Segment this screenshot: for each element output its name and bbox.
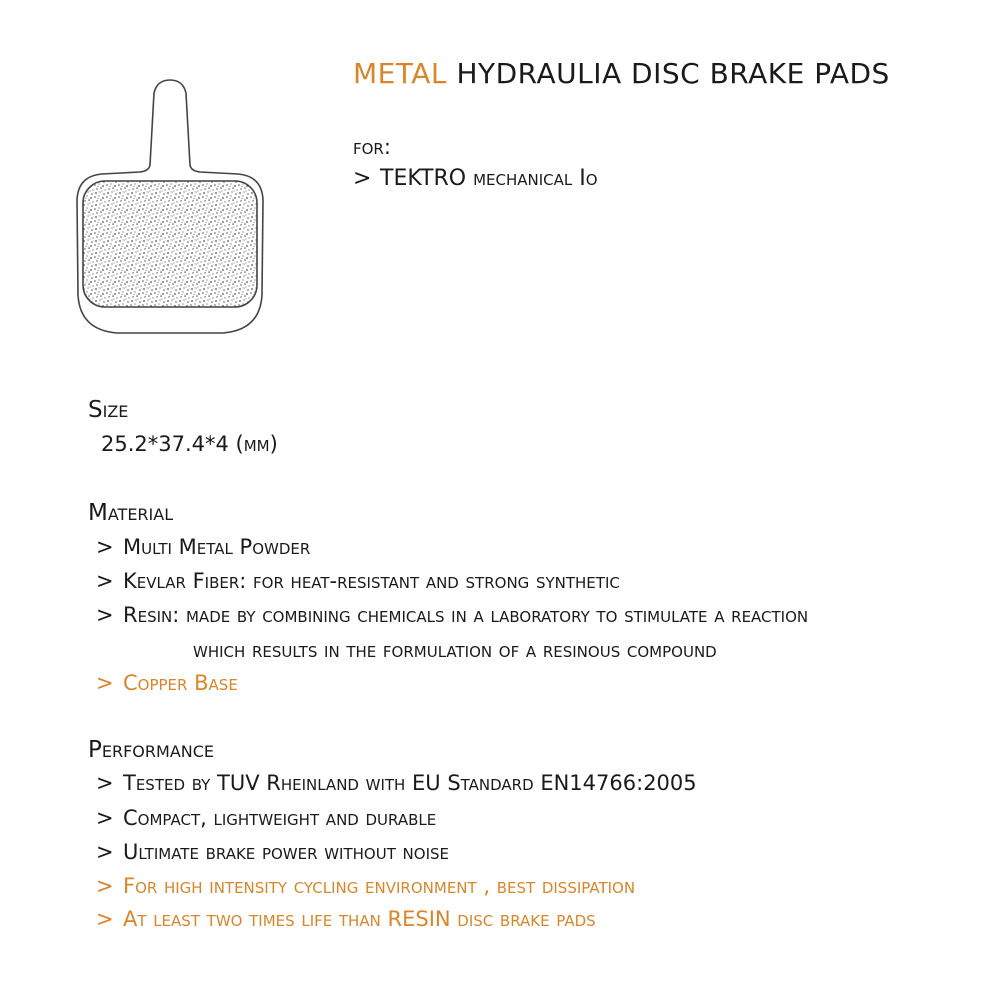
performance-item-text: Ultimate brake power without noise [123,840,449,864]
compatible-model [353,166,598,191]
performance-heading: Performance [88,737,215,763]
material-item-text: Multi Metal Powder [123,535,311,559]
material-item-text: Kevlar Fiber: for heat-resistant and strong synthetic [123,569,620,593]
performance-item [96,771,697,795]
material-item [96,671,238,695]
size-heading: Size [88,397,129,423]
bullet: > [96,806,114,830]
bullet: > [353,166,372,191]
performance-item-text: At least two times life than RESIN disc brake pads [123,907,596,931]
bullet: > [96,535,114,559]
title-accent: METAL [353,57,448,90]
performance-item-text: Compact, lightweight and durable [123,806,437,830]
performance-item [96,840,449,864]
material-item-continuation: which results in the formulation of a resinous compound [193,638,717,662]
bullet: > [96,771,114,795]
material-item-text: Resin: made by combining chemicals in a laboratory to stimulate a reaction [123,603,809,627]
material-item-text: Copper Base [123,671,238,695]
bullet: > [96,569,114,593]
performance-item-text: Tested by TUV Rheinland with EU Standard EN14766:2005 [123,771,697,795]
performance-item [96,907,596,931]
material-item [96,569,620,593]
size-value: 25.2*37.4*4 (mm) [101,432,278,456]
bullet: > [96,840,114,864]
for-label: for: [353,135,391,159]
material-item [96,535,310,559]
material-heading: Material [88,500,174,526]
performance-item [96,806,436,830]
title-rest: HYDRAULIA DISC BRAKE PADS [447,57,890,90]
bullet: > [96,874,114,898]
bullet: > [96,907,114,931]
performance-item [96,874,635,898]
brake-pad-icon [70,75,270,340]
compatible-model-text: TEKTRO mechanical Io [380,166,598,191]
bullet: > [96,671,114,695]
bullet: > [96,603,114,627]
page-title [353,57,890,90]
performance-item-text: For high intensity cycling environment , best dissipation [123,874,636,898]
material-item [96,603,808,627]
